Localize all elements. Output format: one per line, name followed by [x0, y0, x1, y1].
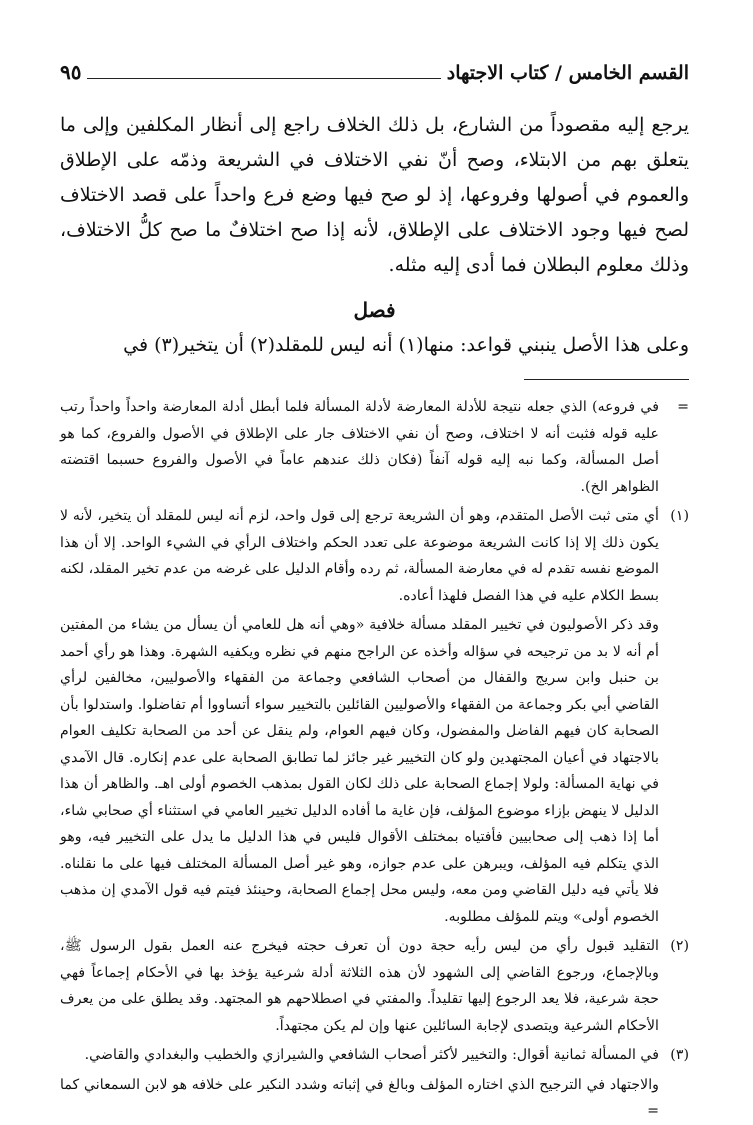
footnote-text: في المسألة ثمانية أقوال: والتخيير لأكثر أصحاب الشافعي والشيرازي والخطيب والبغدادي والقاضي.	[84, 1047, 659, 1063]
main-text	[60, 108, 689, 363]
footnote-text: في فروعه) الذي جعله نتيجة للأدلة المعارضة لأدلة المسألة فلما أبطل أدلة المعارضة واحداً واحداً رتب عليه قوله فثبت أنه لا اختلاف، وصح أن نفي الاختلاف جار على الإطلاق في الأصول والفروع، كما هو أصل المسألة، وكما نبه إليه قوله آنفاً (فكان ذلك عندهم عاماً في الأصول والفروع حسبما اقتضته الظواهر الخ).	[60, 399, 659, 495]
page-number: ٩٥	[60, 60, 82, 84]
section-heading: فصل	[353, 298, 396, 322]
footnote-mark: (٢)	[670, 938, 689, 954]
header-title: القسم الخامس / كتاب الاجتهاد	[446, 62, 689, 84]
footnote-item	[60, 503, 689, 609]
footnote-item	[60, 612, 689, 930]
header-rule	[87, 78, 440, 79]
footnotes	[60, 394, 689, 1125]
body-paragraph: يرجع إليه مقصوداً من الشارع، بل ذلك الخلاف راجع إلى أنظار المكلفين وإلى ما يتعلق بهم من الابتلاء، وصح أنّ نفي الاختلاف في الشريعة وذمّه على الإطلاق والعموم في أصولها وفروعها، إذ لو صح فيها وضع فرع واحداً على قصد الاختلاف لصح فيها وجود الاختلاف على الإطلاق، لأنه إذا صح اختلافٌ ما صح كلُّ الاختلاف، وذلك معلوم البطلان فما أدى إليه مثله.	[60, 114, 689, 276]
footnote-item	[60, 394, 689, 500]
footnote-divider	[524, 379, 689, 380]
running-header	[60, 60, 689, 98]
footnote-item	[60, 1042, 689, 1069]
footnote-mark: (١)	[670, 508, 689, 524]
footnote-mark: =	[677, 399, 689, 415]
footnote-mark: (٣)	[670, 1047, 689, 1063]
footnote-text: والاجتهاد في الترجيح الذي اختاره المؤلف وبالغ في إثباته وشدد النكير على خلافه هو لابن السمعاني كما =	[60, 1076, 659, 1119]
footnote-mark	[659, 1072, 689, 1125]
footnote-text: التقليد قبول رأي من ليس رأيه حجة دون أن تعرف حجته فيخرج عنه العمل بقول الرسول ﷺ، وبالإجماع، ورجوع القاضي إلى الشهود لأن هذه الثلاثة أدلة شرعية يؤخذ بها في الأحكام إجماعاً فهي حجة شرعية، فلا يعد الرجوع إليها تقليداً. والمفتي في اصطلاحهم هو المجتهد. وقد يطلق على من يعرف الأحكام الشرعية ويتصدى لإجابة السائلين عنها وإن لم يكن مجتهداً.	[60, 938, 659, 1034]
footnote-item	[60, 1072, 689, 1125]
footnote-item	[60, 933, 689, 1039]
footnote-text: أي متى ثبت الأصل المتقدم، وهو أن الشريعة ترجع إلى قول واحد، لزم أنه ليس للمقلد أن يتخير، لأنه لا يكون ذلك إلا إذا كانت الشريعة موضوعة على تعدد الحكم واختلاف الرأي في الشيء الواحد. إلا أن هذا الموضع نفسه تقدم له في معارضة المسألة، ثم رده وأقام الدليل على غرضه من عدم تخير المقلد، لكنه بسط الكلام عليه في هذا الفصل فلهذا أعاده.	[60, 508, 659, 604]
footnote-mark	[659, 612, 689, 930]
body-continuation: وعلى هذا الأصل ينبني قواعد: منها(١) أنه ليس للمقلد(٢) أن يتخير(٣) في	[123, 334, 689, 356]
footnote-text: وقد ذكر الأصوليون في تخيير المقلد مسألة خلافية «وهي أنه هل للعامي أن يسأل من يشاء من المفتين أم أنه لا بد من ترجيحه في سؤاله وأخذه عن الراجح منهم في نظره ويكفيه الشهرة. وهذا هو رأي أحمد بن حنبل وابن سريج والقفال من أصحاب الشافعي وجماعة من الفقهاء والأصوليين، مخالفين لرأي القاضي أبي بكر وجماعة من الفقهاء والأصوليين القائلين بالتخيير سواء أتساووا أم تفاضلوا. واستدلوا بأن الصحابة كان فيهم الفاضل والمفضول، وكان فيهم العوام، ولم ينقل عن أحد من الصحابة تكليف العوام بالاجتهاد في أعيان المجتهدين ولو كان التخيير غير جائز لما تطابق الصحابة على عدم إنكاره. قال الآمدي في نهاية المسألة: ولولا إجماع الصحابة على ذلك لكان القول بمذهب الخصوم أولى اهـ. والظاهر أن هذا الدليل لا ينهض بإزاء موضوع المؤلف، فإن غاية ما أفاده الدليل تخيير العامي في استثناء أي صحابي شاء، أما إذا ذهب إلى صحابيين فأفتياه بمختلف الأقوال فليس في هذا الدليل ما يدل على التخيير فيه، وهو الذي يتكلم فيه المؤلف، ويبرهن على عدم جوازه، وهو غير أصل المسألة المختلف فيها على ما نقلناه. فلا يأتي فيه دليل القاضي ومن معه، وليس محل إجماع الصحابة، وحينئذ فيتم فيه قول الآمدي إن مذهب الخصوم أولى» ويتم للمؤلف مطلوبه.	[60, 617, 659, 925]
